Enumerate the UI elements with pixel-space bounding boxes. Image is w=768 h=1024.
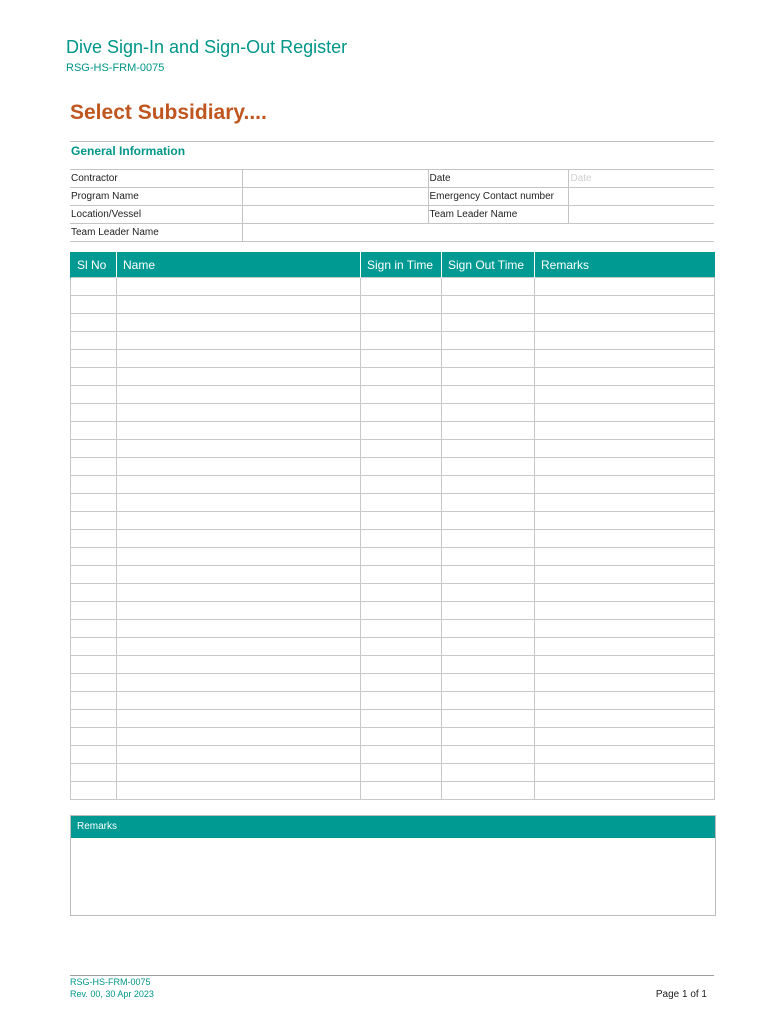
sign-out-time-cell[interactable] xyxy=(442,494,535,512)
location-vessel-field[interactable] xyxy=(242,206,428,224)
sl-no-cell[interactable] xyxy=(71,638,117,656)
sign-out-time-cell[interactable] xyxy=(442,782,535,800)
table-row xyxy=(71,638,715,656)
sign-out-time-cell[interactable] xyxy=(442,566,535,584)
sign-in-time-cell[interactable] xyxy=(361,404,442,422)
program-name-label: Program Name xyxy=(70,188,242,206)
sl-no-cell[interactable] xyxy=(71,620,117,638)
sign-in-time-cell[interactable] xyxy=(361,764,442,782)
remarks-cell[interactable] xyxy=(535,494,715,512)
name-cell[interactable] xyxy=(117,602,361,620)
name-cell[interactable] xyxy=(117,728,361,746)
remarks-cell[interactable] xyxy=(535,566,715,584)
name-cell[interactable] xyxy=(117,530,361,548)
name-cell[interactable] xyxy=(117,278,361,296)
sign-out-time-cell[interactable] xyxy=(442,692,535,710)
table-row xyxy=(71,674,715,692)
sign-out-time-cell[interactable] xyxy=(442,620,535,638)
name-cell[interactable] xyxy=(117,584,361,602)
sl-no-cell[interactable] xyxy=(71,458,117,476)
remarks-field[interactable] xyxy=(71,838,715,916)
table-row xyxy=(71,692,715,710)
name-cell[interactable] xyxy=(117,314,361,332)
sign-in-time-cell[interactable] xyxy=(361,602,442,620)
sl-no-cell[interactable] xyxy=(71,584,117,602)
sl-no-cell[interactable] xyxy=(71,422,117,440)
location-vessel-label: Location/Vessel xyxy=(70,206,242,224)
sign-out-time-cell[interactable] xyxy=(442,602,535,620)
remarks-cell[interactable] xyxy=(535,512,715,530)
sign-out-time-cell[interactable] xyxy=(442,512,535,530)
sign-out-time-cell[interactable] xyxy=(442,296,535,314)
table-row xyxy=(71,314,715,332)
sl-no-cell[interactable] xyxy=(71,512,117,530)
sign-in-time-cell[interactable] xyxy=(361,782,442,800)
name-cell[interactable] xyxy=(117,692,361,710)
table-row xyxy=(71,368,715,386)
remarks-cell[interactable] xyxy=(535,350,715,368)
register-table xyxy=(70,252,715,800)
table-row xyxy=(71,566,715,584)
sign-in-time-cell[interactable] xyxy=(361,296,442,314)
sign-in-time-cell[interactable] xyxy=(361,422,442,440)
contractor-field[interactable] xyxy=(242,170,428,188)
name-cell[interactable] xyxy=(117,638,361,656)
sl-no-cell[interactable] xyxy=(71,404,117,422)
name-cell[interactable] xyxy=(117,350,361,368)
footer-divider xyxy=(70,975,714,976)
table-row xyxy=(71,458,715,476)
remarks-cell[interactable] xyxy=(535,458,715,476)
date-field[interactable]: Date xyxy=(568,170,714,188)
sign-out-time-cell[interactable] xyxy=(442,440,535,458)
table-row xyxy=(71,548,715,566)
team-leader-name-label-right: Team Leader Name xyxy=(428,206,568,224)
col-header-sign-in-time: Sign in Time xyxy=(361,252,442,278)
sign-out-time-cell[interactable] xyxy=(442,458,535,476)
col-header-remarks: Remarks xyxy=(535,252,715,278)
sign-out-time-cell[interactable] xyxy=(442,548,535,566)
sign-in-time-cell[interactable] xyxy=(361,728,442,746)
name-cell[interactable] xyxy=(117,440,361,458)
sign-out-time-cell[interactable] xyxy=(442,278,535,296)
sign-in-time-cell[interactable] xyxy=(361,692,442,710)
table-row xyxy=(71,602,715,620)
sl-no-cell[interactable] xyxy=(71,710,117,728)
remarks-cell[interactable] xyxy=(535,602,715,620)
sign-out-time-cell[interactable] xyxy=(442,332,535,350)
date-label: Date xyxy=(428,170,568,188)
sign-in-time-cell[interactable] xyxy=(361,512,442,530)
emergency-contact-field[interactable] xyxy=(568,188,714,206)
sl-no-cell[interactable] xyxy=(71,728,117,746)
sign-in-time-cell[interactable] xyxy=(361,620,442,638)
sl-no-cell[interactable] xyxy=(71,296,117,314)
name-cell[interactable] xyxy=(117,476,361,494)
sign-in-time-cell[interactable] xyxy=(361,314,442,332)
table-row xyxy=(71,512,715,530)
remarks-cell[interactable] xyxy=(535,728,715,746)
remarks-cell[interactable] xyxy=(535,620,715,638)
remarks-cell[interactable] xyxy=(535,710,715,728)
sign-out-time-cell[interactable] xyxy=(442,674,535,692)
footer-revision: Rev. 00, 30 Apr 2023 xyxy=(70,989,154,999)
sign-in-time-cell[interactable] xyxy=(361,548,442,566)
sl-no-cell[interactable] xyxy=(71,530,117,548)
sign-in-time-cell[interactable] xyxy=(361,440,442,458)
table-row xyxy=(71,584,715,602)
table-row xyxy=(71,476,715,494)
name-cell[interactable] xyxy=(117,620,361,638)
table-row xyxy=(71,728,715,746)
sl-no-cell[interactable] xyxy=(71,566,117,584)
sign-in-time-cell[interactable] xyxy=(361,584,442,602)
name-cell[interactable] xyxy=(117,458,361,476)
sign-in-time-cell[interactable] xyxy=(361,746,442,764)
sign-out-time-cell[interactable] xyxy=(442,584,535,602)
name-cell[interactable] xyxy=(117,332,361,350)
register-header-row xyxy=(71,252,715,278)
table-row xyxy=(71,764,715,782)
sign-in-time-cell[interactable] xyxy=(361,350,442,368)
name-cell[interactable] xyxy=(117,656,361,674)
sl-no-cell[interactable] xyxy=(71,548,117,566)
table-row xyxy=(71,278,715,296)
remarks-cell[interactable] xyxy=(535,584,715,602)
remarks-cell[interactable] xyxy=(535,404,715,422)
sign-out-time-cell[interactable] xyxy=(442,368,535,386)
contractor-label: Contractor xyxy=(70,170,242,188)
footer-page-number: Page 1 of 1 xyxy=(655,989,707,1000)
col-header-sl-no: Sl No xyxy=(71,252,117,278)
sl-no-cell[interactable] xyxy=(71,782,117,800)
register-body xyxy=(71,278,715,800)
sl-no-cell[interactable] xyxy=(71,692,117,710)
name-cell[interactable] xyxy=(117,548,361,566)
remarks-section xyxy=(70,815,716,916)
sign-out-time-cell[interactable] xyxy=(442,764,535,782)
name-cell[interactable] xyxy=(117,512,361,530)
remarks-cell[interactable] xyxy=(535,332,715,350)
sl-no-cell[interactable] xyxy=(71,332,117,350)
sl-no-cell[interactable] xyxy=(71,368,117,386)
remarks-cell[interactable] xyxy=(535,314,715,332)
sl-no-cell[interactable] xyxy=(71,494,117,512)
table-row xyxy=(71,296,715,314)
sl-no-cell[interactable] xyxy=(71,476,117,494)
sign-out-time-cell[interactable] xyxy=(442,638,535,656)
team-leader-name-label: Team Leader Name xyxy=(70,224,242,242)
remarks-cell[interactable] xyxy=(535,530,715,548)
remarks-heading: Remarks xyxy=(71,816,715,838)
sign-in-time-cell[interactable] xyxy=(361,674,442,692)
sign-out-time-cell[interactable] xyxy=(442,404,535,422)
subsidiary-selector[interactable]: Select Subsidiary.... xyxy=(70,101,267,124)
general-information-table xyxy=(70,169,714,242)
remarks-cell[interactable] xyxy=(535,674,715,692)
name-cell[interactable] xyxy=(117,746,361,764)
team-leader-name-field[interactable] xyxy=(242,224,714,242)
name-cell[interactable] xyxy=(117,566,361,584)
sl-no-cell[interactable] xyxy=(71,764,117,782)
sign-in-time-cell[interactable] xyxy=(361,332,442,350)
table-row xyxy=(71,422,715,440)
general-information-heading: General Information xyxy=(70,141,714,169)
sign-out-time-cell[interactable] xyxy=(442,476,535,494)
sign-out-time-cell[interactable] xyxy=(442,386,535,404)
sign-in-time-cell[interactable] xyxy=(361,368,442,386)
name-cell[interactable] xyxy=(117,674,361,692)
col-header-name: Name xyxy=(117,252,361,278)
name-cell[interactable] xyxy=(117,422,361,440)
name-cell[interactable] xyxy=(117,296,361,314)
sl-no-cell[interactable] xyxy=(71,656,117,674)
table-row xyxy=(71,440,715,458)
remarks-cell[interactable] xyxy=(535,656,715,674)
sl-no-cell[interactable] xyxy=(71,602,117,620)
sign-in-time-cell[interactable] xyxy=(361,458,442,476)
sl-no-cell[interactable] xyxy=(71,314,117,332)
sign-in-time-cell[interactable] xyxy=(361,656,442,674)
table-row xyxy=(71,530,715,548)
remarks-cell[interactable] xyxy=(535,764,715,782)
sign-in-time-cell[interactable] xyxy=(361,530,442,548)
sign-out-time-cell[interactable] xyxy=(442,530,535,548)
remarks-cell[interactable] xyxy=(535,782,715,800)
remarks-cell[interactable] xyxy=(535,476,715,494)
remarks-cell[interactable] xyxy=(535,692,715,710)
sign-out-time-cell[interactable] xyxy=(442,350,535,368)
sign-in-time-cell[interactable] xyxy=(361,386,442,404)
general-information-section xyxy=(70,141,714,242)
program-name-field[interactable] xyxy=(242,188,428,206)
document-code: RSG-HS-FRM-0075 xyxy=(66,62,165,74)
name-cell[interactable] xyxy=(117,764,361,782)
sign-in-time-cell[interactable] xyxy=(361,566,442,584)
sl-no-cell[interactable] xyxy=(71,746,117,764)
emergency-contact-label: Emergency Contact number xyxy=(428,188,568,206)
sign-in-time-cell[interactable] xyxy=(361,710,442,728)
name-cell[interactable] xyxy=(117,404,361,422)
remarks-cell[interactable] xyxy=(535,638,715,656)
sl-no-cell[interactable] xyxy=(71,278,117,296)
table-row xyxy=(71,782,715,800)
sl-no-cell[interactable] xyxy=(71,674,117,692)
table-row xyxy=(71,494,715,512)
sign-out-time-cell[interactable] xyxy=(442,710,535,728)
sign-in-time-cell[interactable] xyxy=(361,638,442,656)
table-row xyxy=(71,386,715,404)
name-cell[interactable] xyxy=(117,386,361,404)
team-leader-name-field-right[interactable] xyxy=(568,206,714,224)
table-row xyxy=(71,404,715,422)
sign-in-time-cell[interactable] xyxy=(361,476,442,494)
sl-no-cell[interactable] xyxy=(71,440,117,458)
sign-out-time-cell[interactable] xyxy=(442,728,535,746)
remarks-cell[interactable] xyxy=(535,746,715,764)
name-cell[interactable] xyxy=(117,710,361,728)
footer-document-code: RSG-HS-FRM-0075 xyxy=(70,977,151,987)
remarks-cell[interactable] xyxy=(535,386,715,404)
sign-out-time-cell[interactable] xyxy=(442,422,535,440)
sl-no-cell[interactable] xyxy=(71,386,117,404)
table-row xyxy=(71,710,715,728)
remarks-cell[interactable] xyxy=(535,296,715,314)
table-row xyxy=(71,620,715,638)
name-cell[interactable] xyxy=(117,368,361,386)
table-row xyxy=(71,746,715,764)
name-cell[interactable] xyxy=(117,782,361,800)
sign-in-time-cell[interactable] xyxy=(361,278,442,296)
sl-no-cell[interactable] xyxy=(71,350,117,368)
remarks-cell[interactable] xyxy=(535,278,715,296)
table-row xyxy=(71,332,715,350)
sign-out-time-cell[interactable] xyxy=(442,746,535,764)
sign-in-time-cell[interactable] xyxy=(361,494,442,512)
sign-out-time-cell[interactable] xyxy=(442,656,535,674)
col-header-sign-out-time: Sign Out Time xyxy=(442,252,535,278)
table-row xyxy=(71,350,715,368)
document-title: Dive Sign-In and Sign-Out Register xyxy=(66,37,348,57)
sign-out-time-cell[interactable] xyxy=(442,314,535,332)
remarks-cell[interactable] xyxy=(535,368,715,386)
table-row xyxy=(71,656,715,674)
remarks-cell[interactable] xyxy=(535,422,715,440)
name-cell[interactable] xyxy=(117,494,361,512)
remarks-cell[interactable] xyxy=(535,548,715,566)
remarks-cell[interactable] xyxy=(535,440,715,458)
